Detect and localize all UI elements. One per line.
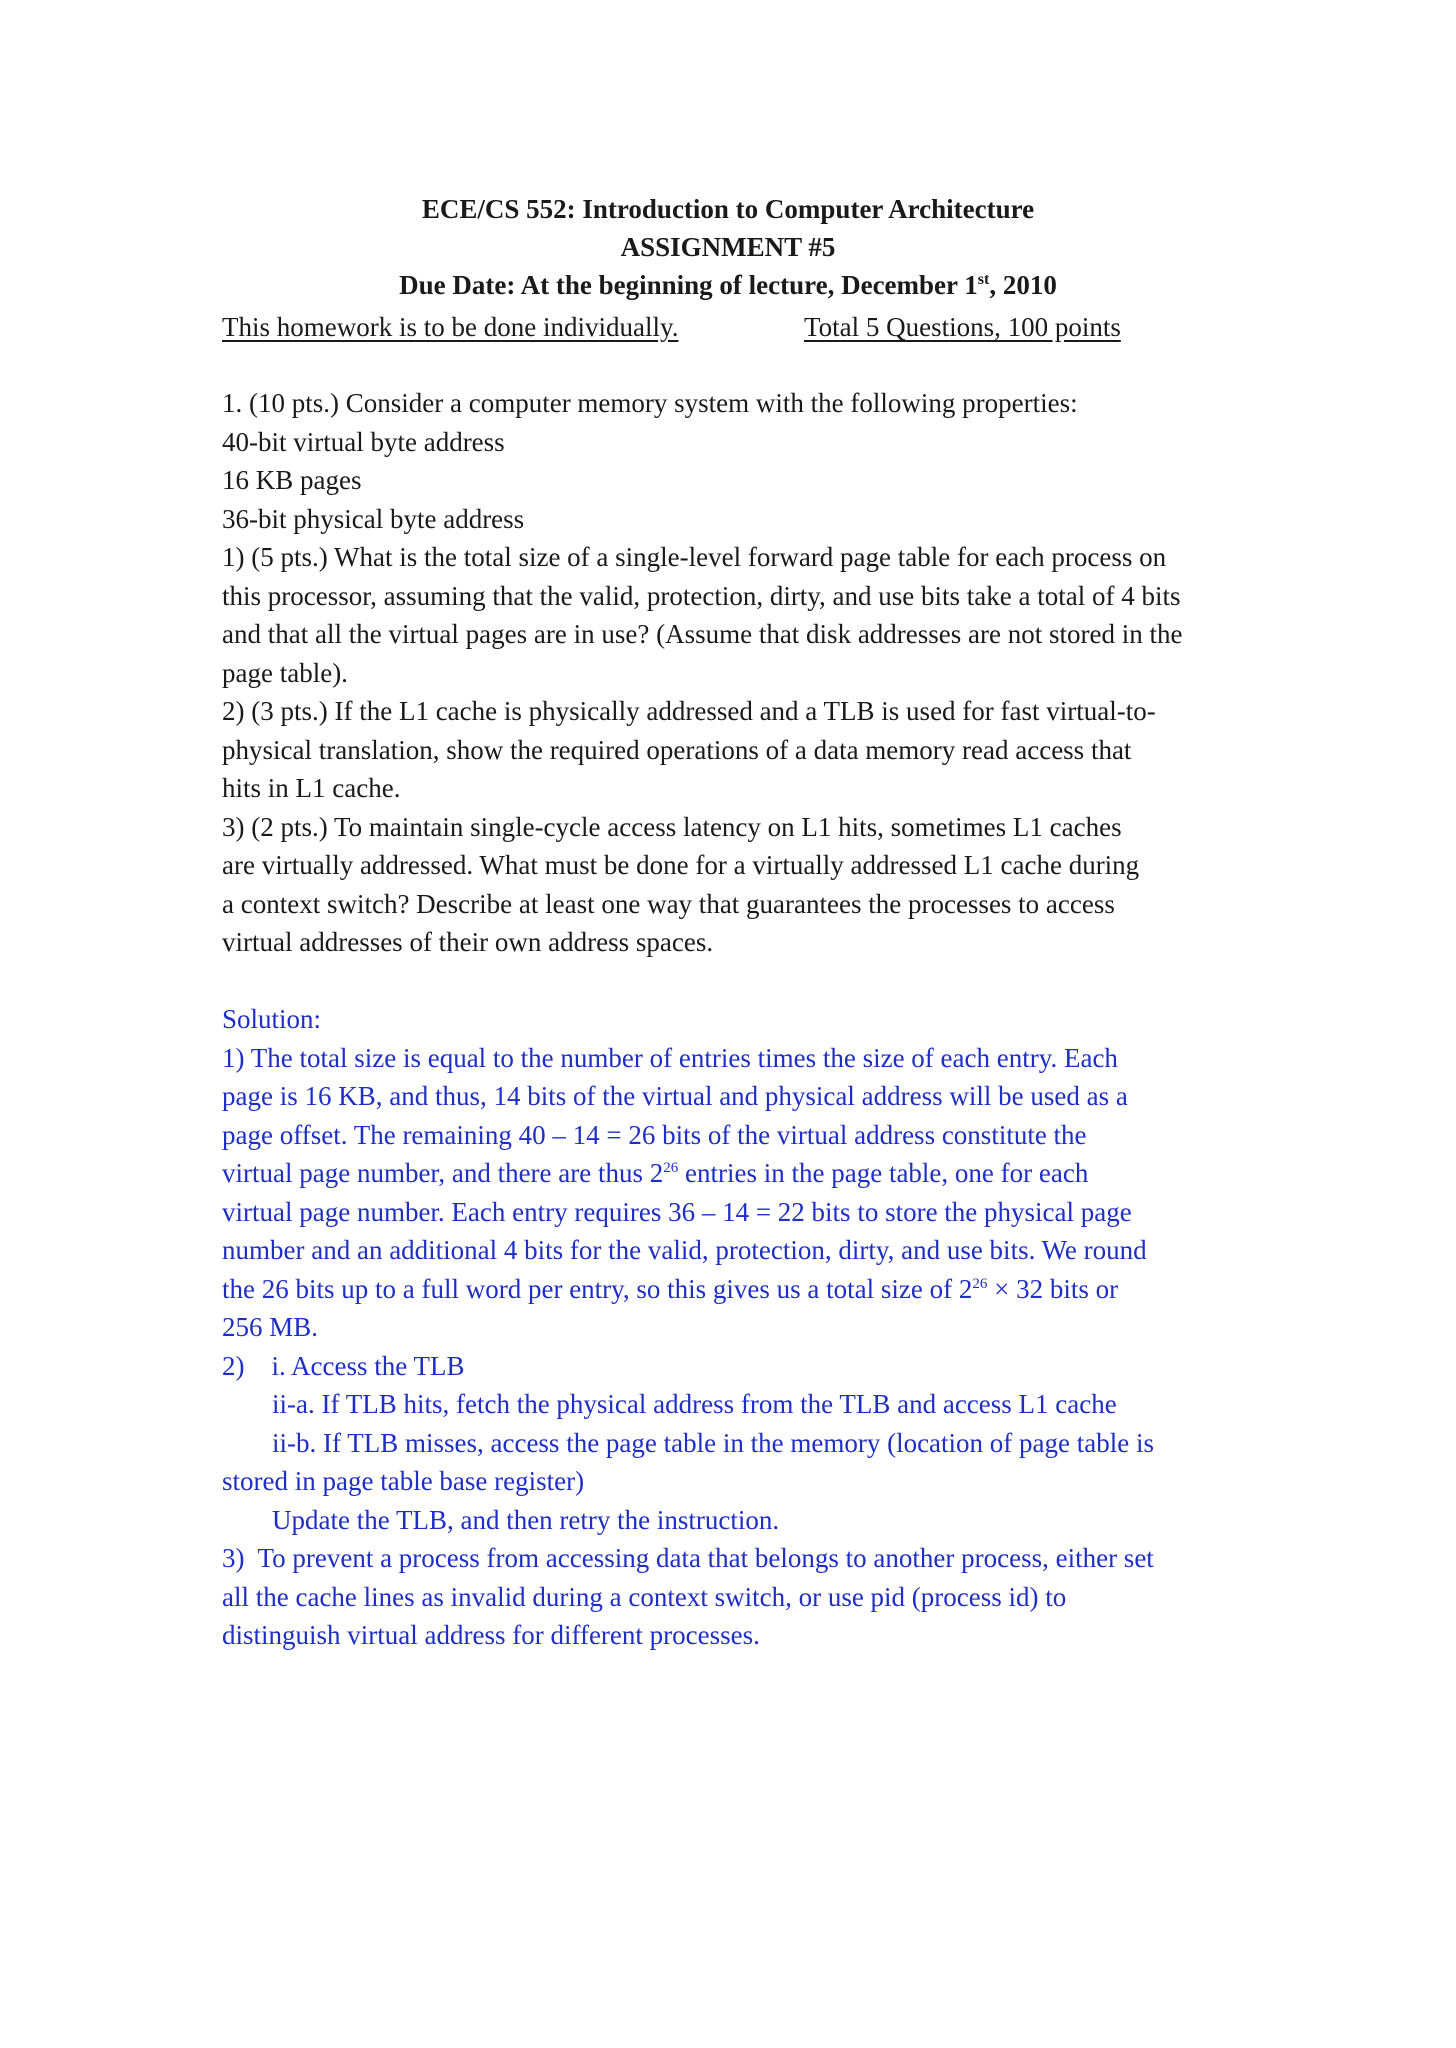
q3-line: a context switch? Describe at least one way that guarantees the processes to access <box>222 888 1115 919</box>
property-line: 36-bit physical byte address <box>222 503 525 534</box>
q3-line: are virtually addressed. What must be done for a virtually addressed L1 cache during <box>222 850 1140 880</box>
due-date-text: Due Date: At the beginning of lecture, December 1 <box>399 270 978 300</box>
individual-note: This homework is to be done individually. <box>222 312 679 342</box>
solution-2-line: ii-b. If TLB misses, access the page table in the memory (location of page table is <box>272 1427 1154 1458</box>
exponent: 26 <box>663 1160 679 1176</box>
q2-line: 2) (3 pts.) If the L1 cache is physically addressed and a TLB is used for fast virtual-to- <box>222 696 1156 726</box>
solution-3-line: distinguish virtual address for different processes. <box>222 1620 760 1650</box>
q2-line: physical translation, show the required operations of a data memory read access that <box>222 734 1132 765</box>
solution-2-line: ii-a. If TLB hits, fetch the physical address from the TLB and access L1 cache <box>272 1389 1117 1419</box>
solution-1-line: 256 MB. <box>222 1312 319 1342</box>
q1-line: page table). <box>222 657 348 688</box>
solution-3-line: 3) To prevent a process from accessing data that belongs to another process, either set <box>222 1543 1154 1573</box>
solution-section <box>222 1000 1242 1655</box>
solution-1-line: page is 16 KB, and thus, 14 bits of the virtual and physical address will be used as a <box>222 1081 1128 1111</box>
q1-line: this processor, assuming that the valid, protection, dirty, and use bits take a total of 4 bits <box>222 580 1181 611</box>
spacer <box>222 962 1242 1001</box>
solution-1-line <box>222 1154 1242 1193</box>
document-header <box>0 190 1456 304</box>
property-line: 40-bit virtual byte address <box>222 426 505 457</box>
total-points-note: Total 5 Questions, 100 points <box>804 312 1121 342</box>
solution-2-line: 2) i. Access the TLB <box>222 1350 465 1381</box>
solution-1-line <box>222 1270 1242 1309</box>
course-title: ECE/CS 552: Introduction to Computer Architecture <box>421 194 1035 224</box>
q1-line: and that all the virtual pages are in use? (Assume that disk addresses are not stored in the <box>222 619 1183 649</box>
solution-1-line: virtual page number. Each entry requires 36 – 14 = 22 bits to store the physical page <box>222 1196 1132 1227</box>
q3-line: virtual addresses of their own address spaces. <box>222 927 714 957</box>
question-intro: 1. (10 pts.) Consider a computer memory system with the following properties: <box>222 388 1078 418</box>
solution-1-line: page offset. The remaining 40 – 14 = 26 bits of the virtual address constitute the <box>222 1119 1087 1150</box>
solution-1-line: 1) The total size is equal to the number of entries times the size of each entry. Each <box>222 1042 1118 1073</box>
property-line: 16 KB pages <box>222 465 362 495</box>
due-date-sup: st <box>977 271 990 288</box>
due-date <box>0 266 1456 304</box>
solution-2-line: Update the TLB, and then retry the instruction. <box>272 1504 780 1535</box>
solution-2-line: stored in page table base register) <box>222 1466 585 1496</box>
due-date-year: , 2010 <box>989 270 1057 300</box>
assignment-title: ASSIGNMENT #5 <box>620 232 836 262</box>
solution-1-line: number and an additional 4 bits for the valid, protection, dirty, and use bits. We round <box>222 1235 1147 1265</box>
q2-line: hits in L1 cache. <box>222 773 401 803</box>
solution-1-text: the 26 bits up to a full word per entry, so this gives us a total size of 2 <box>222 1273 973 1304</box>
solution-3-line: all the cache lines as invalid during a context switch, or use pid (process id) to <box>222 1581 1067 1612</box>
solution-label: Solution: <box>222 1004 322 1034</box>
exponent: 26 <box>972 1275 988 1292</box>
q3-line: 3) (2 pts.) To maintain single-cycle access latency on L1 hits, sometimes L1 caches <box>222 811 1122 842</box>
solution-1-text: × 32 bits or <box>987 1273 1119 1304</box>
document-body <box>222 384 1242 1655</box>
solution-1-text: entries in the page table, one for each <box>678 1158 1089 1188</box>
solution-1-text: virtual page number, and there are thus 2 <box>222 1158 664 1188</box>
q1-line: 1) (5 pts.) What is the total size of a single-level forward page table for each process on <box>222 542 1167 572</box>
